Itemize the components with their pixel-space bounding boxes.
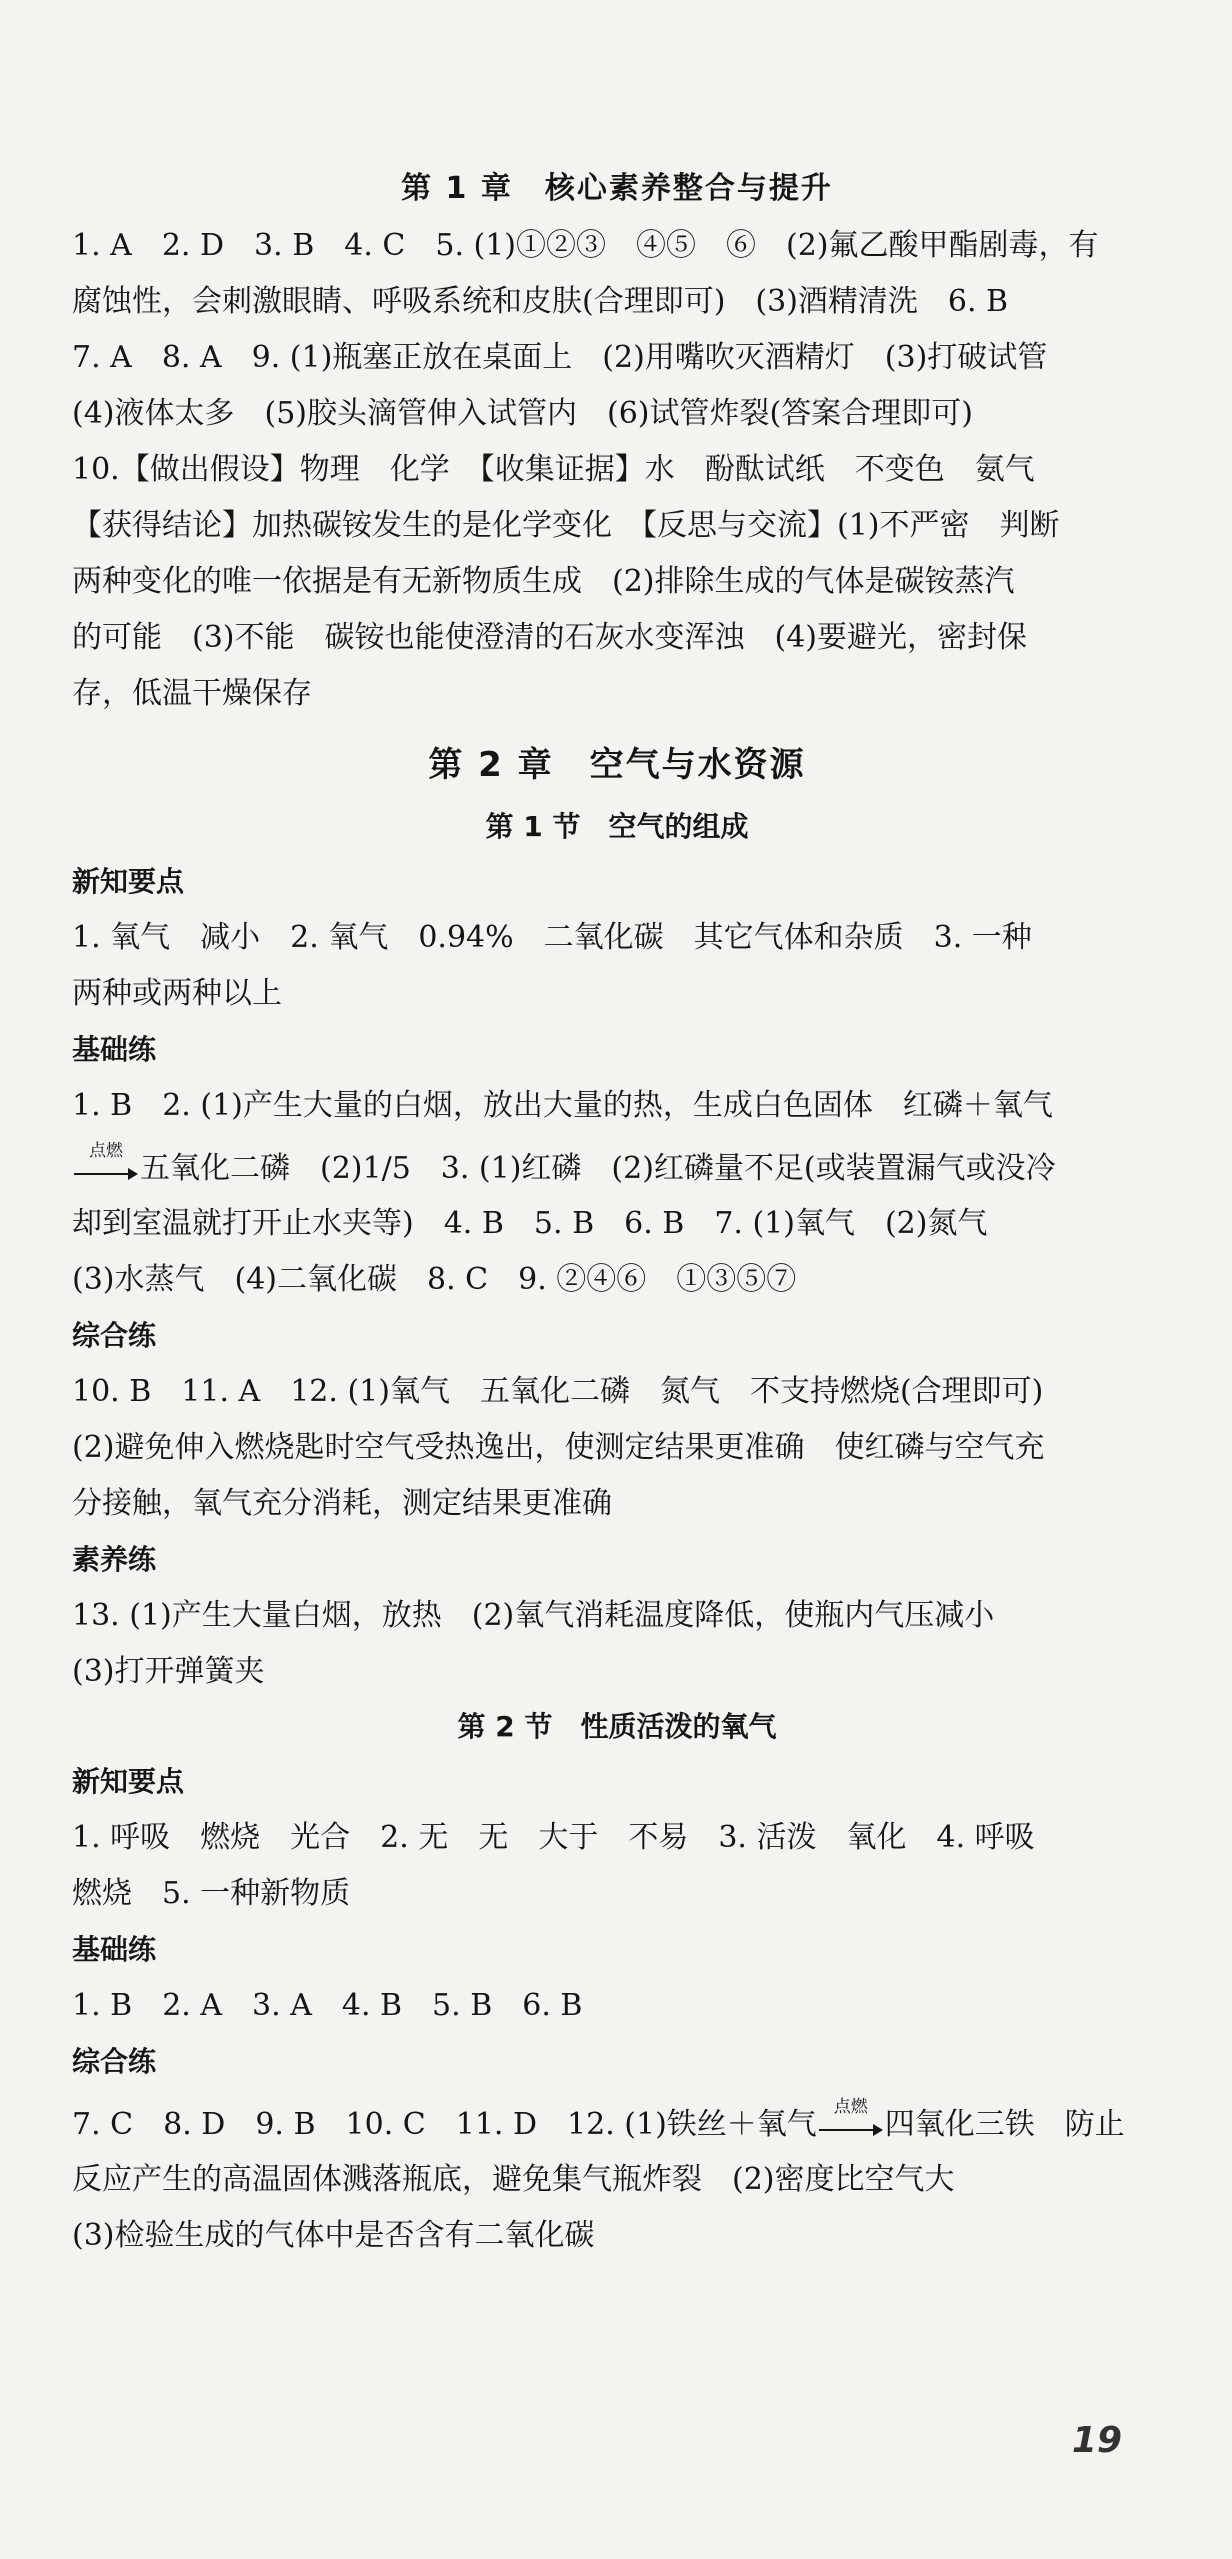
page-number: 19 — [1071, 2420, 1122, 2461]
s2-comp-line-1 — [72, 2090, 1162, 2152]
s2-comp-line-1-text-a: 7. C 8. D 9. B 10. C 11. D 12. (1)铁丝＋氧气 — [72, 2107, 817, 2142]
s1-label-new-points: 新知要点 — [72, 865, 185, 898]
s2-comp-line-1-text-b: 四氧化三铁 防止 — [884, 2107, 1125, 2142]
reaction-condition: 点燃 — [89, 1141, 123, 1161]
ch1-line-2: 腐蚀性，会刺激眼睛、呼吸系统和皮肤(合理即可) (3)酒精清洗 6. B — [72, 284, 1009, 319]
s2-new-line-2: 燃烧 5. 一种新物质 — [72, 1876, 351, 1911]
s2-label-comprehensive: 综合练 — [72, 2045, 157, 2078]
s1-label-comprehensive: 综合练 — [72, 1319, 157, 1352]
s1-new-line-2: 两种或两种以上 — [72, 976, 282, 1011]
s1-basic-line-2 — [72, 1134, 1162, 1196]
ch1-line-9: 存，低温干燥保存 — [72, 676, 312, 711]
s1-label-basic: 基础练 — [72, 1033, 157, 1066]
chapter-2-title: 第 2 章 空气与水资源 — [428, 745, 806, 785]
s1-basic-line-3: 却到室温就打开止水夹等) 4. B 5. B 6. B 7. (1)氧气 (2)氮气 — [72, 1206, 988, 1241]
s2-comp-line-2: 反应产生的高温固体溅落瓶底，避免集气瓶炸裂 (2)密度比空气大 — [72, 2162, 955, 2197]
ch1-line-5: 10.【做出假设】物理 化学 【收集证据】水 酚酞试纸 不变色 氨气 — [72, 452, 1035, 487]
ch1-line-6: 【获得结论】加热碳铵发生的是化学变化 【反思与交流】(1)不严密 判断 — [72, 508, 1060, 543]
s1-lit-line-2: (3)打开弹簧夹 — [72, 1654, 265, 1689]
ch1-line-8: 的可能 (3)不能 碳铵也能使澄清的石灰水变浑浊 (4)要避光，密封保 — [72, 620, 1027, 655]
ch1-line-3: 7. A 8. A 9. (1)瓶塞正放在桌面上 (2)用嘴吹灭酒精灯 (3)打破试管 — [72, 340, 1048, 375]
s1-comp-line-1: 10. B 11. A 12. (1)氧气 五氧化二磷 氮气 不支持燃烧(合理即可) — [72, 1374, 1044, 1409]
s2-label-basic: 基础练 — [72, 1933, 157, 1966]
chapter-1-title: 第 1 章 核心素养整合与提升 — [401, 171, 833, 206]
s1-basic-line-1: 1. B 2. (1)产生大量的白烟，放出大量的热，生成白色固体 红磷＋氧气 — [72, 1088, 1053, 1123]
reaction-arrow-2 — [819, 2097, 883, 2141]
s1-comp-line-3: 分接触，氧气充分消耗，测定结果更准确 — [72, 1486, 612, 1521]
reaction-condition-2: 点燃 — [833, 2097, 868, 2117]
section-1-title: 第 1 节 空气的组成 — [485, 810, 749, 843]
arrow-shaft — [74, 1173, 132, 1175]
s2-basic-line-1: 1. B 2. A 3. A 4. B 5. B 6. B — [72, 1988, 583, 2023]
ch1-line-7: 两种变化的唯一依据是有无新物质生成 (2)排除生成的气体是碳铵蒸汽 — [72, 564, 1015, 599]
s1-basic-line-4: (3)水蒸气 (4)二氧化碳 8. C 9. ②④⑥ ①③⑤⑦ — [72, 1262, 797, 1297]
arrow-shaft-2 — [819, 2129, 877, 2131]
answer-content — [72, 160, 1162, 2264]
s2-label-new-points: 新知要点 — [72, 1765, 185, 1798]
s1-comp-line-2: (2)避免伸入燃烧匙时空气受热逸出，使测定结果更准确 使红磷与空气充 — [72, 1430, 1045, 1465]
s1-basic-line-2-text: 五氧化二磷 (2)1/5 3. (1)红磷 (2)红磷量不足(或装置漏气或没冷 — [140, 1151, 1056, 1186]
ch1-line-1: 1. A 2. D 3. B 4. C 5. (1)①②③ ④⑤ ⑥ (2)氟乙酸甲酯剧毒，有 — [72, 228, 1099, 263]
s2-new-line-1: 1. 呼吸 燃烧 光合 2. 无 无 大于 不易 3. 活泼 氧化 4. 呼吸 — [72, 1820, 1035, 1855]
s1-lit-line-1: 13. (1)产生大量白烟，放热 (2)氧气消耗温度降低，使瓶内气压减小 — [72, 1598, 995, 1633]
ch1-line-4: (4)液体太多 (5)胶头滴管伸入试管内 (6)试管炸裂(答案合理即可) — [72, 396, 973, 431]
section-2-title: 第 2 节 性质活泼的氧气 — [457, 1710, 777, 1743]
s1-new-line-1: 1. 氧气 减小 2. 氧气 0.94% 二氧化碳 其它气体和杂质 3. 一种 — [72, 920, 1032, 955]
arrow-head-2 — [873, 2124, 883, 2136]
reaction-arrow — [74, 1141, 138, 1185]
s2-comp-line-3: (3)检验生成的气体中是否含有二氧化碳 — [72, 2218, 595, 2253]
s1-label-literacy: 素养练 — [72, 1543, 157, 1576]
arrow-head — [128, 1168, 138, 1180]
